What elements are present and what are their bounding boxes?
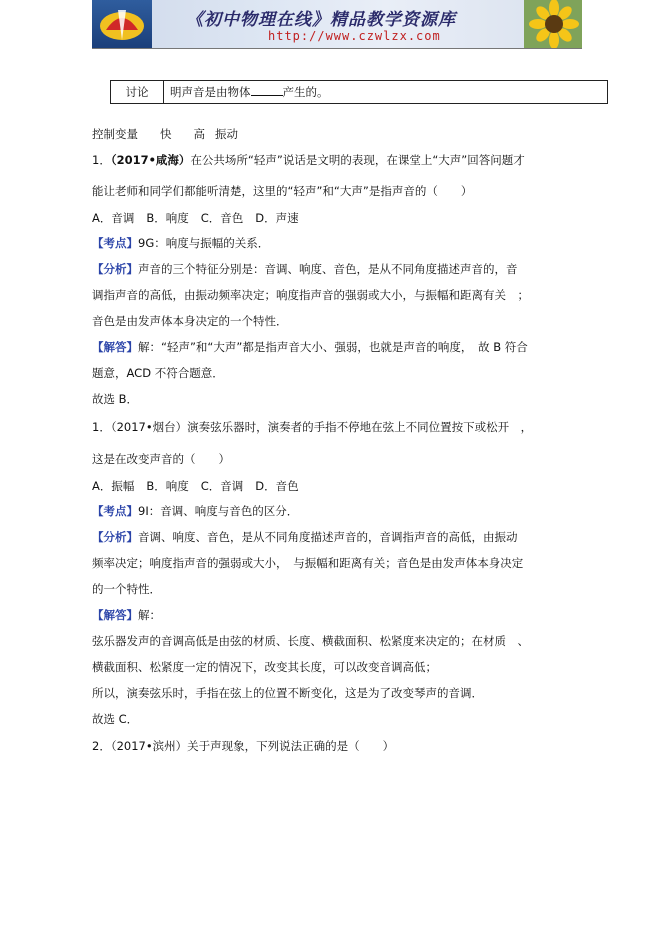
q2-fenxi-line3: 的一个特性． xyxy=(92,582,161,596)
sunflower-icon xyxy=(524,0,582,48)
discussion-label: 讨论 xyxy=(111,81,164,104)
q2-jieda-line1: 弦乐器发声的音调高低是由弦的材质、长度、横截面积、松紧度来决定的；在材质 、 xyxy=(92,634,529,648)
q2-answer: 故选 C． xyxy=(92,712,139,726)
header-banner xyxy=(92,0,582,49)
answers-line: 控制变量 快 高 振动 xyxy=(92,127,238,141)
q2-fenxi-line1: 【分析】音调、响度、音色，是从不同角度描述声音的，音调指声音的高低，由振动 xyxy=(92,530,518,544)
q2-stem-line2: 这是在改变声音的（ ） xyxy=(92,452,230,466)
discussion-table xyxy=(110,80,608,104)
q2-stem-line1: 1．（2017•烟台）演奏弦乐器时，演奏者的手指不停地在弦上不同位置按下或松开 ， xyxy=(92,420,533,434)
q1-fenxi-line3: 音色是由发声体本身决定的一个特性． xyxy=(92,314,288,328)
q2-jieda-head: 【解答】解： xyxy=(92,608,161,622)
q3-stem: 2．（2017•滨州）关于声现象，下列说法正确的是（ ） xyxy=(92,739,395,753)
discussion-text: 明声音是由物体 产生的。 xyxy=(164,81,608,104)
q1-jieda-line2: 题意，ACD 不符合题意． xyxy=(92,366,224,380)
q1-fenxi-line2: 调指声音的高低，由振动频率决定；响度指声音的强弱或大小，与振幅和距离有关 ； xyxy=(92,288,529,302)
q1-kaodian: 【考点】9G：响度与振幅的关系． xyxy=(92,236,270,250)
q2-fenxi-line2: 频率决定；响度指声音的强弱或大小， 与振幅和距离有关；音色是由发声体本身决定 xyxy=(92,556,524,570)
logo-icon xyxy=(92,0,152,48)
q2-jieda-line2: 横截面积、松紧度一定的情况下，改变其长度，可以改变音调高低； xyxy=(92,660,437,674)
q1-options: A．音调 B．响度 C．音色 D．声速 xyxy=(92,211,299,225)
answer-blank xyxy=(251,85,283,96)
q1-stem-line1: 1．（2017•咸海）在公共场所“轻声”说话是文明的表现，在课堂上“大声”回答问题才 xyxy=(92,153,525,167)
banner-title: 《初中物理在线》精品教学资源库 xyxy=(186,10,456,30)
q1-jieda-line1: 【解答】解：“轻声”和“大声”都是指声音大小、强弱，也就是声音的响度， 故 B 符合 xyxy=(92,340,528,354)
q2-kaodian: 【考点】9I：音调、响度与音色的区分． xyxy=(92,504,299,518)
q1-answer: 故选 B． xyxy=(92,392,139,406)
q1-stem-line2: 能让老师和同学们都能听清楚，这里的“轻声”和“大声”是指声音的（ ） xyxy=(92,184,473,198)
q1-fenxi-line1: 【分析】声音的三个特征分别是：音调、响度、音色，是从不同角度描述声音的，音 xyxy=(92,262,518,276)
q2-options: A．振幅 B．响度 C．音调 D．音色 xyxy=(92,479,299,493)
q2-jieda-line3: 所以，演奏弦乐时，手指在弦上的位置不断变化，这是为了改变琴声的音调． xyxy=(92,686,483,700)
banner-url[interactable]: http://www.czwlzx.com xyxy=(268,29,441,43)
site-logo xyxy=(92,0,152,48)
